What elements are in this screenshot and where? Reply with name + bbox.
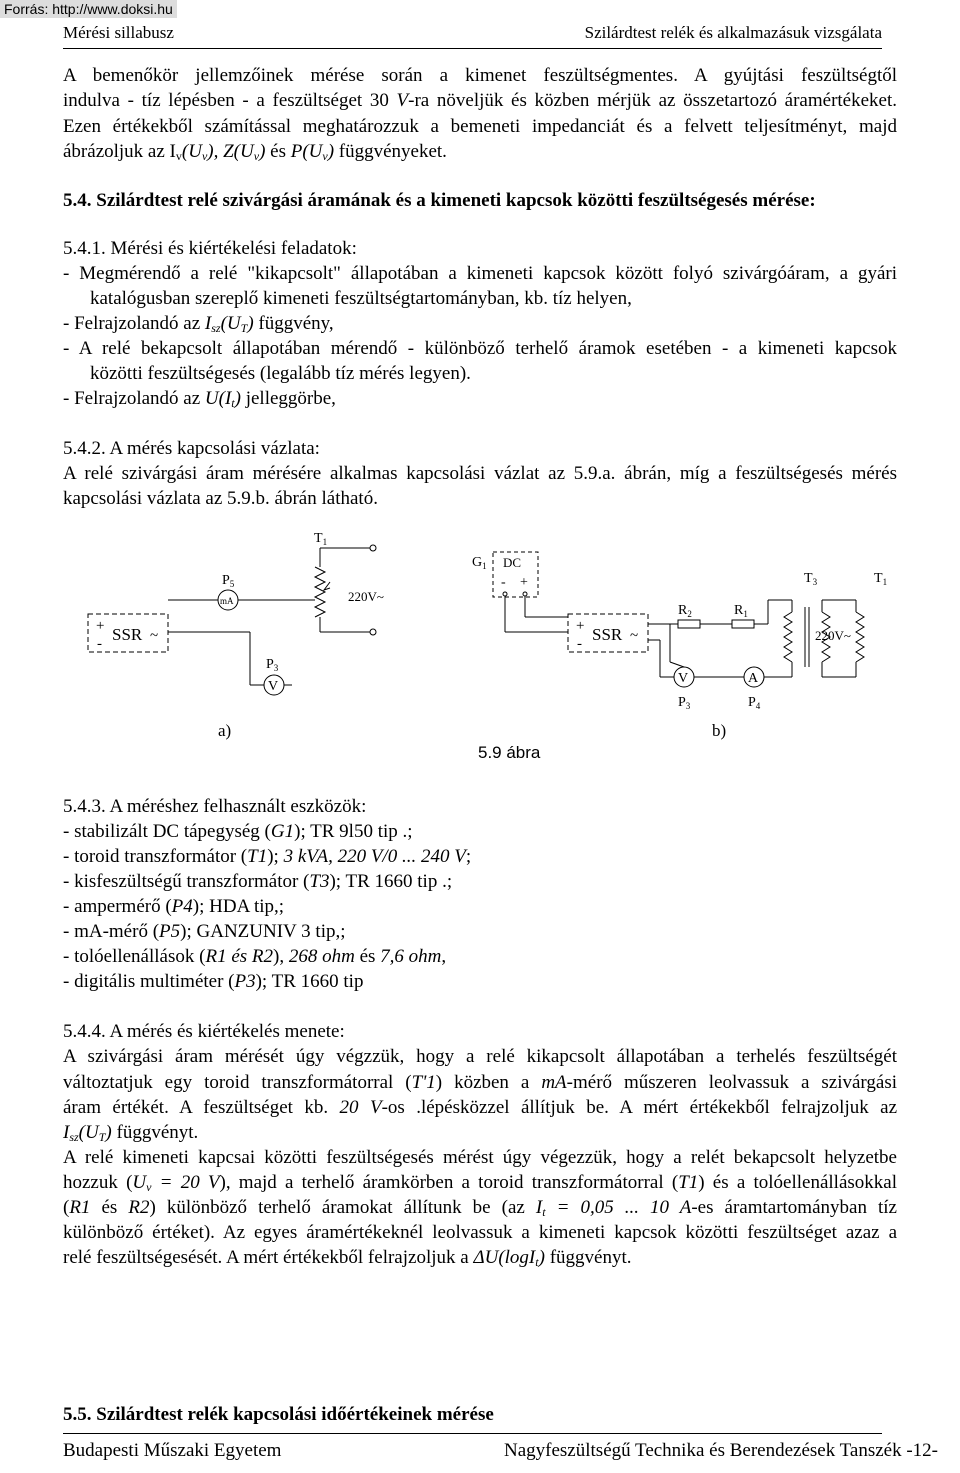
fig-b-label: b) (712, 721, 727, 740)
ssr-a-plus: + (96, 618, 105, 634)
tool-list-item: - stabilizált DC tápegység (G1); TR 9l50 tip .; (63, 821, 413, 842)
header-left: Mérési sillabusz (63, 23, 174, 42)
s544-line-2: változtatjuk egy toroid transzformátorral (T'1) közben a mA-mérő műszeren leolvassuk a szivárgási (63, 1072, 897, 1093)
s542-title: 5.4.2. A mérés kapcsolási vázlata: (63, 438, 320, 459)
figure-caption: 5.9 ábra (478, 743, 541, 762)
tool-list-item: - mA-mérő (P5); GANZUNIV 3 tip,; (63, 921, 346, 942)
circuit-figure-5-9 (80, 522, 888, 740)
tool-list-item: - tolóellenállások (R1 és R2), 268 ohm és 7,6 ohm, (63, 946, 447, 967)
t3-primary-coil (784, 612, 792, 662)
s541-line-2: katalógusban szereplő kimeneti feszültségtartományban, kb. tíz helyen, (90, 288, 632, 309)
g1-label: $G_1$ (472, 555, 487, 571)
p1-line-2: indulva - tíz lépésben - a feszültséget 30 V-ra növeljük és közben mérjük az összetartozó áramértékeket. (63, 90, 898, 111)
t1-b-label: $T_1$ (874, 571, 888, 587)
ma-meter-label: mA (220, 596, 234, 606)
s544-line-1: A szivárgási áram mérését úgy végzzük, hogy a relé kikapcsolt állapotában a terhelés feszültségét (63, 1046, 897, 1067)
s544-line-3: áram értékét. A feszültséget kb. 20 V-os .lépésközzel állítjuk be. A mért értékekből felrajzoljuk az (63, 1097, 898, 1118)
s542-line-1: A relé szivárgási áram mérésére alkalmas kapcsolási vázlat az 5.9.a. ábrán, míg a feszültségesés mérés (63, 463, 897, 484)
section-5-5-heading: 5.5. Szilárdtest relék kapcsolási időértékeinek mérése (63, 1404, 494, 1425)
header-right: Szilárdtest relék és alkalmazásuk vizsgálata (584, 23, 882, 42)
s541-line-6: - Felrajzolandó az $U(I_t)$ jelleggörbe, (63, 388, 336, 410)
t1-a-label: $T_1$ (314, 531, 328, 547)
v220-a: 220V~ (348, 589, 384, 604)
r1-label: $R_1$ (734, 603, 748, 619)
s544-line-7: (R1 és R2) különböző terhelő áramokat állítunk be (az $I_t = 0,05$ ... 10 A-es áramtartományban tíz (63, 1197, 897, 1219)
circuit-b (472, 552, 887, 740)
ssr-b-label: SSR (592, 625, 623, 644)
v220-b: 220V~ (815, 628, 851, 643)
tool-list-item: - digitális multiméter (P3); TR 1660 tip (63, 971, 364, 992)
t1-b-coil (856, 612, 864, 662)
header-rule (63, 48, 882, 49)
s543-title: 5.4.3. A méréshez felhasznált eszközök: (63, 796, 367, 817)
source-link[interactable]: Forrás: http://www.doksi.hu (0, 0, 177, 18)
p3-a-label: $P_3$ (266, 657, 279, 673)
t3-label: $T_3$ (804, 571, 818, 587)
dc-minus: - (501, 575, 506, 590)
resistor-r2 (678, 620, 700, 628)
fig-a-label: a) (218, 721, 232, 740)
t1-a-coil (315, 567, 325, 617)
resistor-r1 (732, 620, 754, 628)
p3-b-label: $P_3$ (678, 695, 691, 711)
p1-line-4: ábrázoljuk az $I_v(U_v)$, $Z(U_v)$ és $P(U_v)$ függvényeket. (63, 141, 447, 163)
ssr-a-tilde: ~ (150, 628, 159, 644)
ssr-b-tilde: ~ (630, 628, 639, 644)
footer-right: Nagyfeszültségű Technika és Berendezések Tanszék -12- (504, 1440, 938, 1461)
r2-label: $R_2$ (678, 603, 692, 619)
p5-label: $P_5$ (222, 573, 235, 589)
s541-title: 5.4.1. Mérési és kiértékelési feladatok: (63, 238, 357, 259)
tool-list-item: - ampermérő (P4); HDA tip,; (63, 896, 285, 917)
dc-plus: + (520, 575, 528, 590)
s541-line-3: - Felrajzolandó az $I_{sz}(U_T)$ függvény, (63, 313, 334, 335)
footer-rule (63, 1433, 882, 1434)
circuit-a (88, 531, 384, 740)
tool-list-item: - kisfeszültségű transzformátor (T3); TR 1660 tip .; (63, 871, 453, 892)
s541-line-5: közötti feszültségesés (legalább tíz mérés legyen). (90, 363, 471, 384)
voltmeter-a-label: V (268, 679, 279, 694)
s544-line-4: $I_{sz}(U_T)$ függvényt. (63, 1122, 199, 1144)
ssr-a-minus: - (97, 636, 102, 652)
dc-label: DC (503, 555, 522, 570)
voltmeter-b-label: V (678, 671, 689, 686)
section-5-4-heading: 5.4. Szilárdtest relé szivárgási áramának és a kimeneti kapcsok közötti feszültségesés mérése: (63, 190, 816, 211)
ssr-a-label: SSR (112, 625, 143, 644)
s542-line-2: kapcsolási vázlata az 5.9.b. ábrán látható. (63, 488, 378, 509)
s544-title: 5.4.4. A mérés és kiértékelés menete: (63, 1021, 345, 1042)
s544-line-9: relé feszültségesését. A mért értékekből felrajzoljuk a ΔU(logI$_t$) függvényt. (63, 1247, 632, 1269)
p1-line-3: Ezen értékekből számítással meghatározzuk a bemeneti impedanciát és a felvett teljesítményt, majd (63, 116, 897, 137)
p4-label: $P_4$ (748, 695, 761, 711)
tool-list-item: - toroid transzformátor (T1); 3 kVA, 220 V/0 ... 240 V; (63, 846, 472, 867)
footer-left: Budapesti Műszaki Egyetem (63, 1440, 282, 1461)
ammeter-b-label: A (748, 671, 759, 686)
ssr-b-plus: + (576, 618, 585, 634)
s544-line-8: különböző értéket). Az egyes áramértékeknél leolvassuk a kimeneti kapcsok közötti feszültséget azaz a (63, 1222, 897, 1243)
s544-line-5: A relé kimeneti kapcsai közötti feszültségesés mérést úgy végezzük, hogy a relét bekapcsolt helyzetbe (63, 1147, 897, 1168)
s541-line-1: - Megmérendő a relé "kikapcsolt" állapotában a kimeneti kapcsok között folyó szivárgóáram, a gyári (63, 263, 897, 284)
p1-line-1: A bemenőkör jellemzőinek mérése során a kimenet feszültségmentes. A gyújtási feszültségtől (63, 65, 897, 86)
s541-line-4: - A relé bekapcsolt állapotában mérendő - különböző terhelő áramok esetében - a kimeneti kapcsok (63, 338, 897, 359)
ssr-b-minus: - (577, 636, 582, 652)
s544-line-6: hozzuk ($U_v = 20$ V), majd a terhelő áramkörben a toroid transzformátorral (T1) és a tolóellenállásokkal (63, 1172, 897, 1194)
